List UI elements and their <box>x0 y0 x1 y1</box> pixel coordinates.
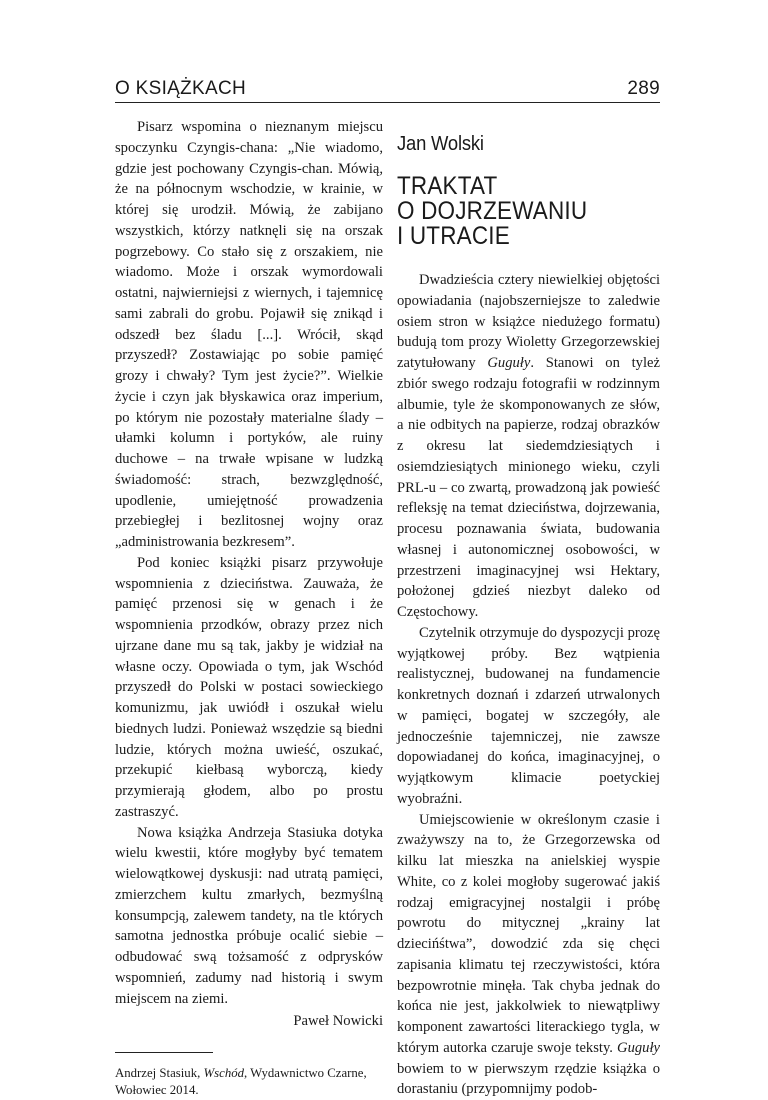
article-title <box>397 174 634 249</box>
section-title: O KSIĄŻKACH <box>115 78 246 100</box>
page-number: 289 <box>627 78 660 100</box>
footnote-rule <box>115 1052 213 1053</box>
article-author: Jan Wolski <box>397 133 484 156</box>
paragraph: Pod koniec książki pisarz przywołuje wspomnienia z dzieciństwa. Zauważa, że pamięć przenosi się w genach i że wspomnienia przodków, obrazy przez nich ujrzane dane mu są tak, jakby je widział na własne oczy. Opowiada o tym, jak Wschód przyszedł do Polski w postaci sowieckiego komunizmu, jak uwiódł i oszukał wielu biednych ludzi. Ponieważ wszędzie są biedni ludzie, których można uwieść, oszukać, przekupić kiełbasą wyborczą, kiedy przymierają głodem, albo po prostu zastraszyć. <box>115 553 383 823</box>
book-title: Guguły <box>487 355 530 371</box>
paragraph: Dwadzieścia cztery niewielkiej objętości opowiadania (najobszerniejsze to zaledwie osiem stron w książce niedużego formatu) budują tom prozy Wioletty Grzegorzewskiej zatytułowany Guguły. Stanowi on tyleż zbiór swego rodzaju fotografii w rodzinnym albumie, tyle że skomponowanych ze słów, a nie odbitych na papierze, rodzaj obrazków z okresu lat siedemdziesiątych i osiemdziesiątych minionego wieku, czyli PRL-u – co zwartą, prowadzoną jak powieść refleksję na temat dzieciństwa, dojrzewania, procesu poznawania świata, budowania własnej i autonomicznej osobowości, w przestrzeni imaginacyjnej wsi Hektary, położonej gdzieś niezbyt daleko od Częstochowy. <box>397 270 660 623</box>
title-line: O DOJRZEWANIU <box>397 199 634 224</box>
bibliographic-footnote: Andrzej Stasiuk, Wschód, Wydawnictwo Czarne, Wołowiec 2014. <box>115 1065 383 1099</box>
right-column <box>397 270 660 1100</box>
header-rule <box>115 102 660 103</box>
paragraph: Nowa książka Andrzeja Stasiuka dotyka wielu kwestii, które mogłyby być tematem wielowątkowej dyskusji: nad utratą pamięci, zmierzchem kultu zmarłych, bezmyślną konsumpcją, zalewem tandety, na tle których samotna jednostka próbuje ocalić siebie – odbudować swą tożsamość z odprysków wspomnień, zadumy nad historią i swym miejscem na ziemi. <box>115 823 383 1010</box>
paragraph: Czytelnik otrzymuje do dyspozycji prozę wyjątkowej próby. Bez wątpienia realistycznej, budowanej na fundamencie konkretnych doznań i zdarzeń utrwalonych w pamięci, bogatej w szczegóły, ale jednocześnie tajemniczej, nie zawsze dopowiadanej do końca, imaginacyjnej, o wyjątkowym klimacie poetyckiej wyobraźni. <box>397 623 660 810</box>
book-title: Wschód <box>204 1066 245 1080</box>
running-header <box>115 74 660 104</box>
left-column <box>115 117 383 1099</box>
book-title: Guguły <box>617 1040 660 1056</box>
title-line: TRAKTAT <box>397 174 634 199</box>
review-signature: Paweł Nowicki <box>115 1011 383 1032</box>
paragraph: Umiejscowienie w określonym czasie i zważywszy na to, że Grzegorzewska od kilku lat mieszka na anielskiej wyspie White, co z kolei mogłoby sugerować jakiś rodzaj emigracyjnej nostalgii i próbę powrotu do mitycznej „krainy lat dziecińśtwa”, dowodzić zda się chęci zapisania klimatu tej rzeczywistości, która bezpowrotnie minęła. Tak chyba jednak do końca nie jest, jakkolwiek to niewątpliwy komponent zawartości literackiego tygla, w którym autorka czaruje swoje teksty. Guguły bowiem to w pierwszym rzędzie książka o dorastaniu (przypomnijmy podob- <box>397 810 660 1100</box>
title-line: I UTRACIE <box>397 224 634 249</box>
paragraph: Pisarz wspomina o nieznanym miejscu spoczynku Czyngis-chana: „Nie wiadomo, gdzie jest pochowany Czyngis-chan. Mówią, że na północnym wschodzie, w krainie, w której się urodził. Mówią, że zabijano wszystkich, którzy natknęli się na orszak pogrzebowy. Co stało się z orszakiem, nie wiadomo. Może i orszak wymordowali ostatni, najwierniejsi z wiernych, i tajemnicę sami zabrali do grobu. Pojawił się znikąd i odszedł bez śladu [...]. Wrócił, skąd przyszedł? Zostawiając po sobie pamięć grozy i chwały? Tym jest życie?”. Wielkie życie i czyn jak błyskawica oraz imperium, po którym nie pozostały materialne ślady – ułamki kolumn i portyków, ale ruiny duchowe – na trwałe wpisane w ludzką świadomość: strach, bezwzględność, upodlenie, umiejętność prowadzenia przebiegłej i bezlitosnej wojny oraz „administrowania bezkresem”. <box>115 117 383 553</box>
